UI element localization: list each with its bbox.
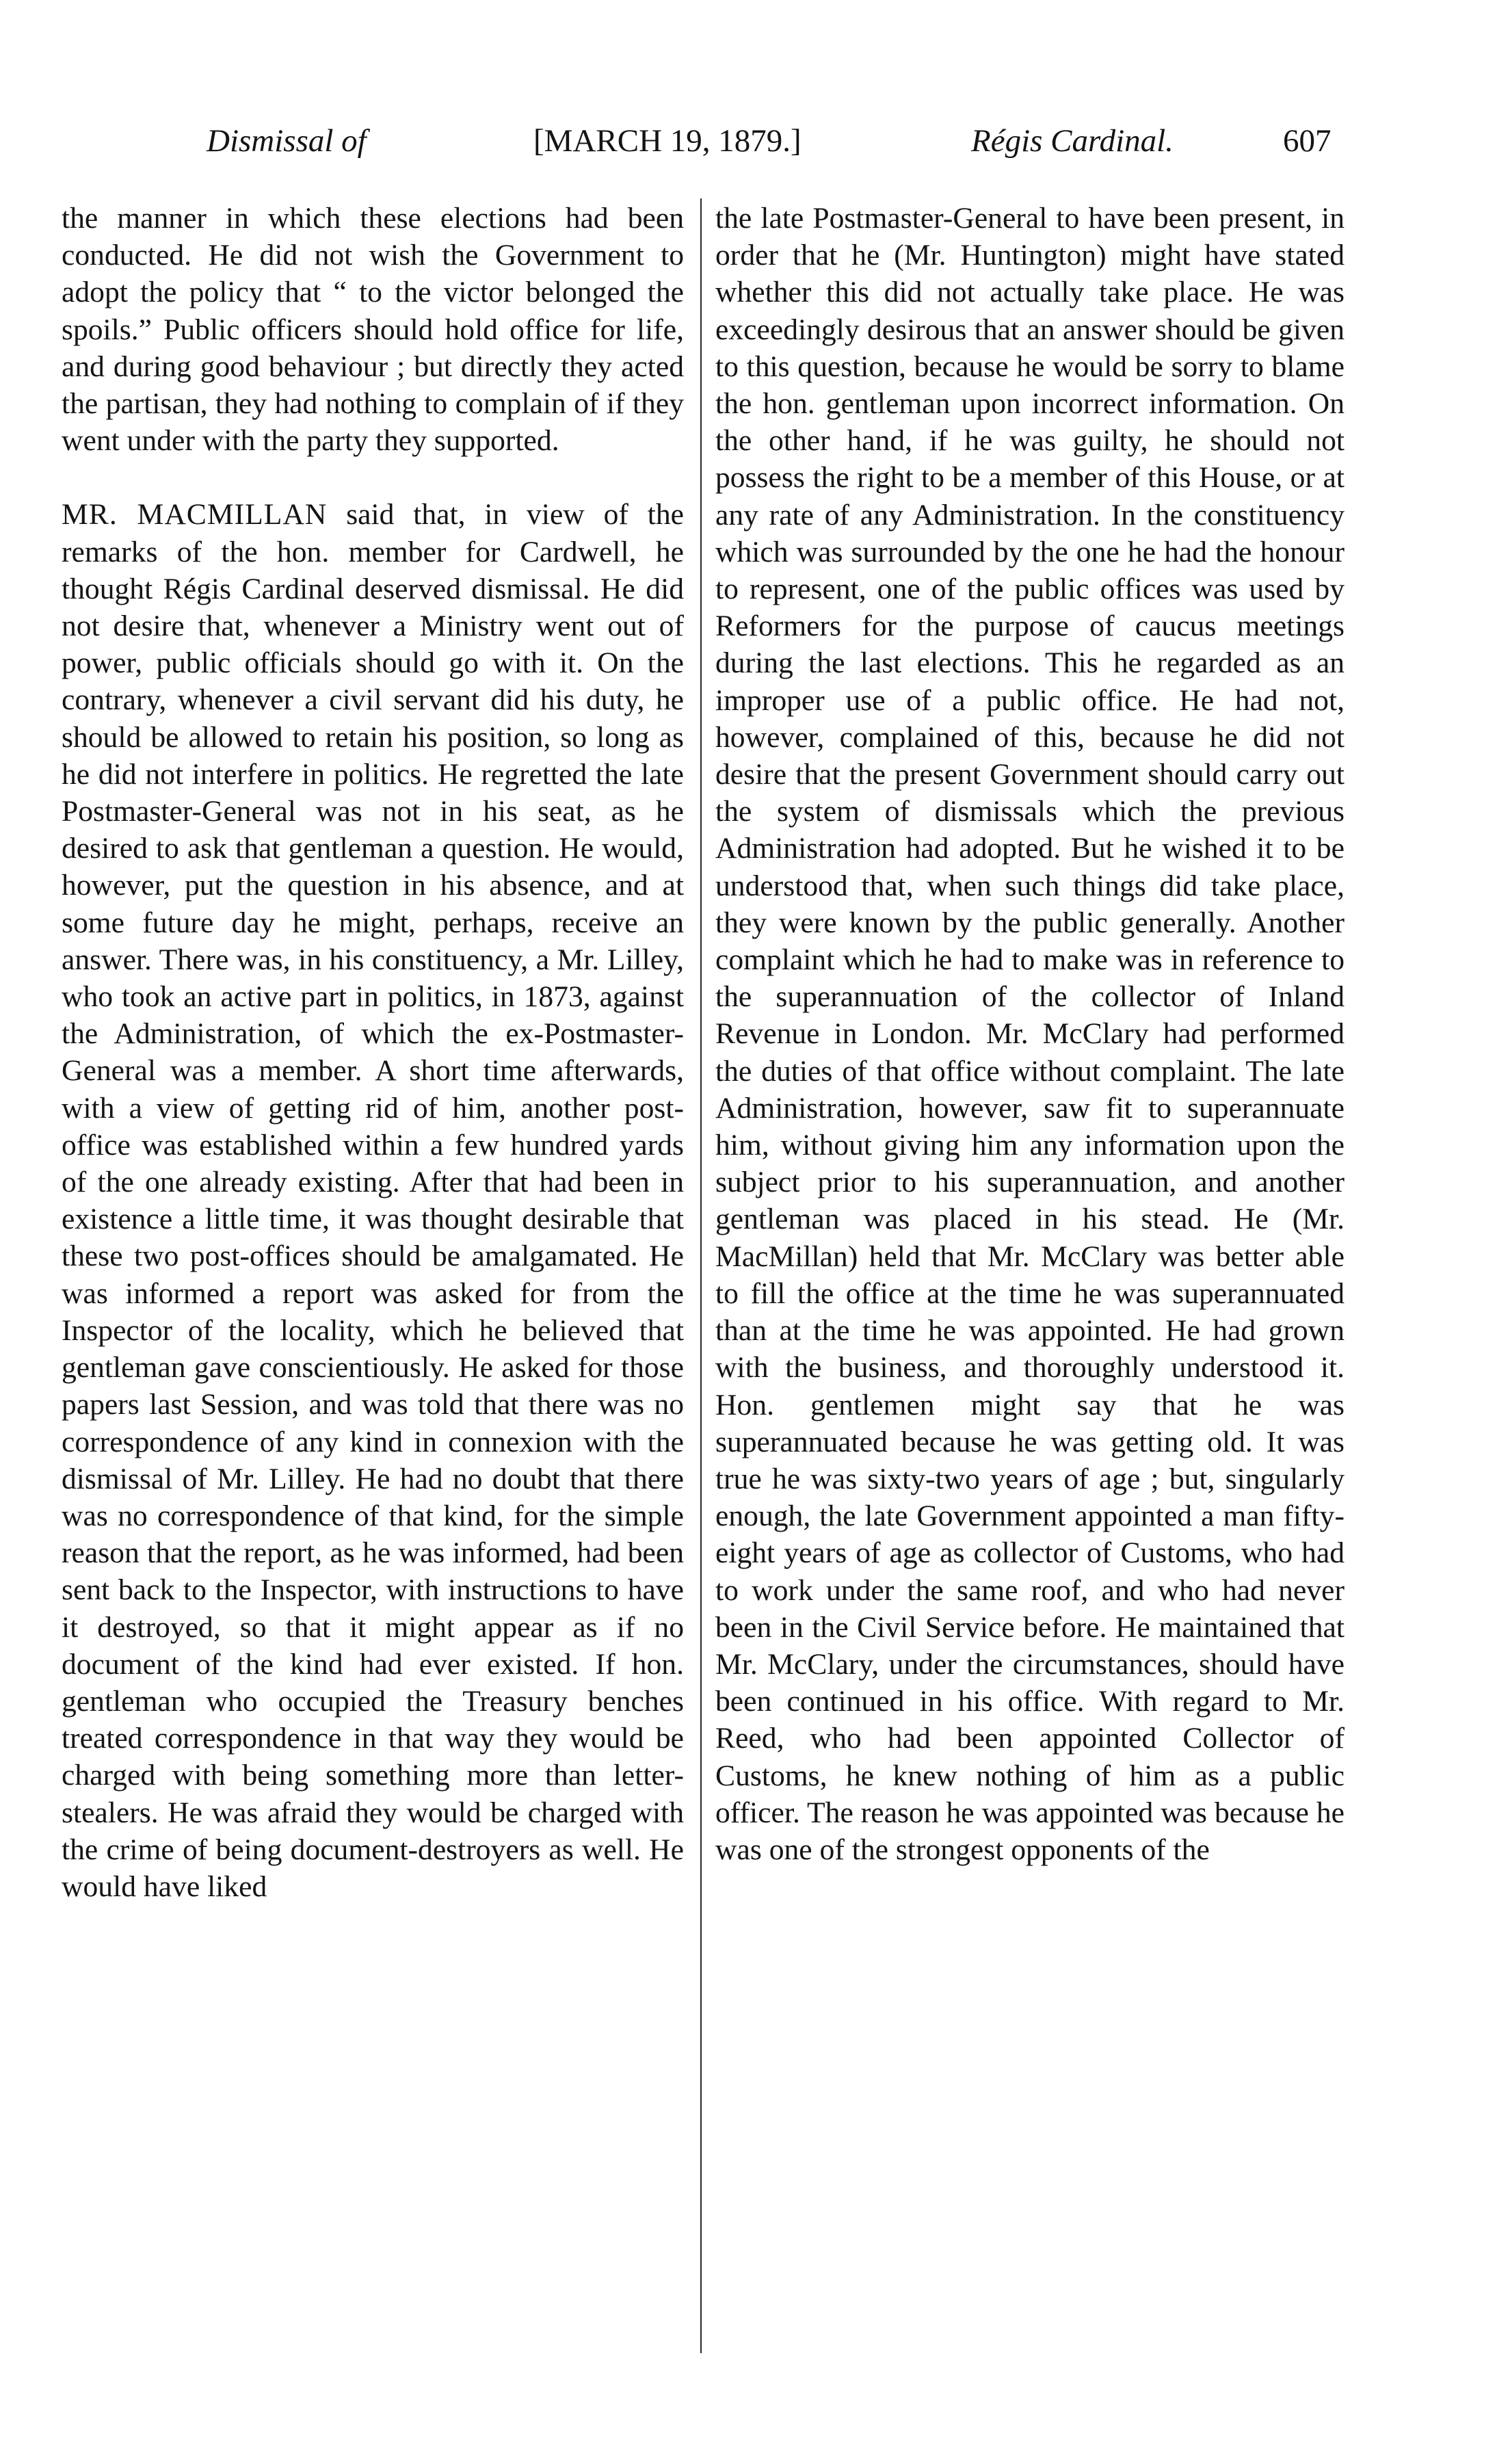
right-column	[715, 200, 1345, 1868]
speaker-name: MR. MACMILLAN	[62, 498, 328, 532]
running-head-left: Dismissal of	[207, 123, 367, 159]
paragraph-continuation: the manner in which these elections had been conducted. He did not wish the Government to adopt the policy that “ to the victor belonged the spoils.” Public officers should hold office for life, and during good behaviour ; but directly they acted the partisan, they had nothing to complain of if they went under with the party they supported.	[62, 202, 684, 458]
running-head-date: [MARCH 19, 1879.]	[533, 123, 802, 159]
paragraph-continuation-right: the late Postmaster-General to have been present, in order that he (Mr. Huntington) might have stated whether this did not actually take place. He was exceedingly desirous that an answer should be given to this question, because he would be sorry to blame the hon. gentleman upon incorrect information. On the other hand, if he was guilty, he should not possess the right to be a member of this House, or at any rate of any Administration. In the constituency which was surrounded by the one he had the honour to represent, one of the public offices was used by Reformers for the purpose of caucus meetings during the last elections. This he regarded as an improper use of a public office. He had not, however, complained of this, because he did not desire that the present Government should carry out the system of dismissals which the previous Administration had adopted. But he wished it to be understood that, when such things did take place, they were known by the public generally. Another complaint which he had to make was in reference to the superannuation of the collector of Inland Revenue in London. Mr. McClary had performed the duties of that office without complaint. The late Administration, however, saw fit to superannuate him, without giving him any information upon the subject prior to his superannuation, and another gentleman was placed in his stead. He (Mr. MacMillan) held that Mr. McClary was better able to fill the office at the time he was superannuated than at the time he was appointed. He had grown with the business, and thoroughly understood it. Hon. gentlemen might say that he was superannuated because he was getting old. It was true he was sixty-two years of age ; but, singularly enough, the late Government appointed a man fifty-eight years of age as collector of Customs, who had to work under the same roof, and who had never been in the Civil Service before. He maintained that Mr. McClary, under the circumstances, should have been continued in his office. With regard to Mr. Reed, who had been appointed Collector of Customs, he knew nothing of him as a public officer. The reason he was appointed was because he was one of the strongest opponents of the	[715, 202, 1345, 1866]
column-divider	[700, 198, 702, 2353]
speech-paragraph	[62, 496, 684, 1905]
left-column	[62, 200, 684, 1905]
page-header	[0, 120, 1510, 161]
page-number: 607	[1283, 123, 1332, 159]
running-head-right: Régis Cardinal.	[971, 123, 1174, 159]
speech-text: said that, in view of the remarks of the hon. member for Cardwell, he thought Régis Cardinal deserved dismissal. He did not desire that, whenever a Ministry went out of power, public officials should go with it. On the contrary, whenever a civil servant did his duty, he should be allowed to retain his position, so long as he did not interfere in politics. He regretted the late Postmaster-General was not in his seat, as he desired to ask that gentleman a question. He would, however, put the question in his absence, and at some future day he might, perhaps, receive an answer. There was, in his constituency, a Mr. Lilley, who took an active part in politics, in 1873, against the Administration, of which the ex-Postmaster-General was a member. A short time afterwards, with a view of getting rid of him, another post-office was established within a few hundred yards of the one already existing. After that had been in existence a little time, it was thought desirable that these two post-offices should be amalgamated. He was informed a report was asked for from the Inspector of the locality, which he believed that gentleman gave conscientiously. He asked for those papers last Session, and was told that there was no correspondence of any kind in connexion with the dismissal of Mr. Lilley. He had no doubt that there was no correspondence of that kind, for the simple reason that the report, as he was informed, had been sent back to the Inspector, with instructions to have it destroyed, so that it might appear as if no document of the kind had ever existed. If hon. gentleman who occupied the Treasury benches treated correspondence in that way they would be charged with being something more than letter-stealers. He was afraid they would be charged with the crime of being document-destroyers as well. He would have liked	[62, 498, 684, 1903]
